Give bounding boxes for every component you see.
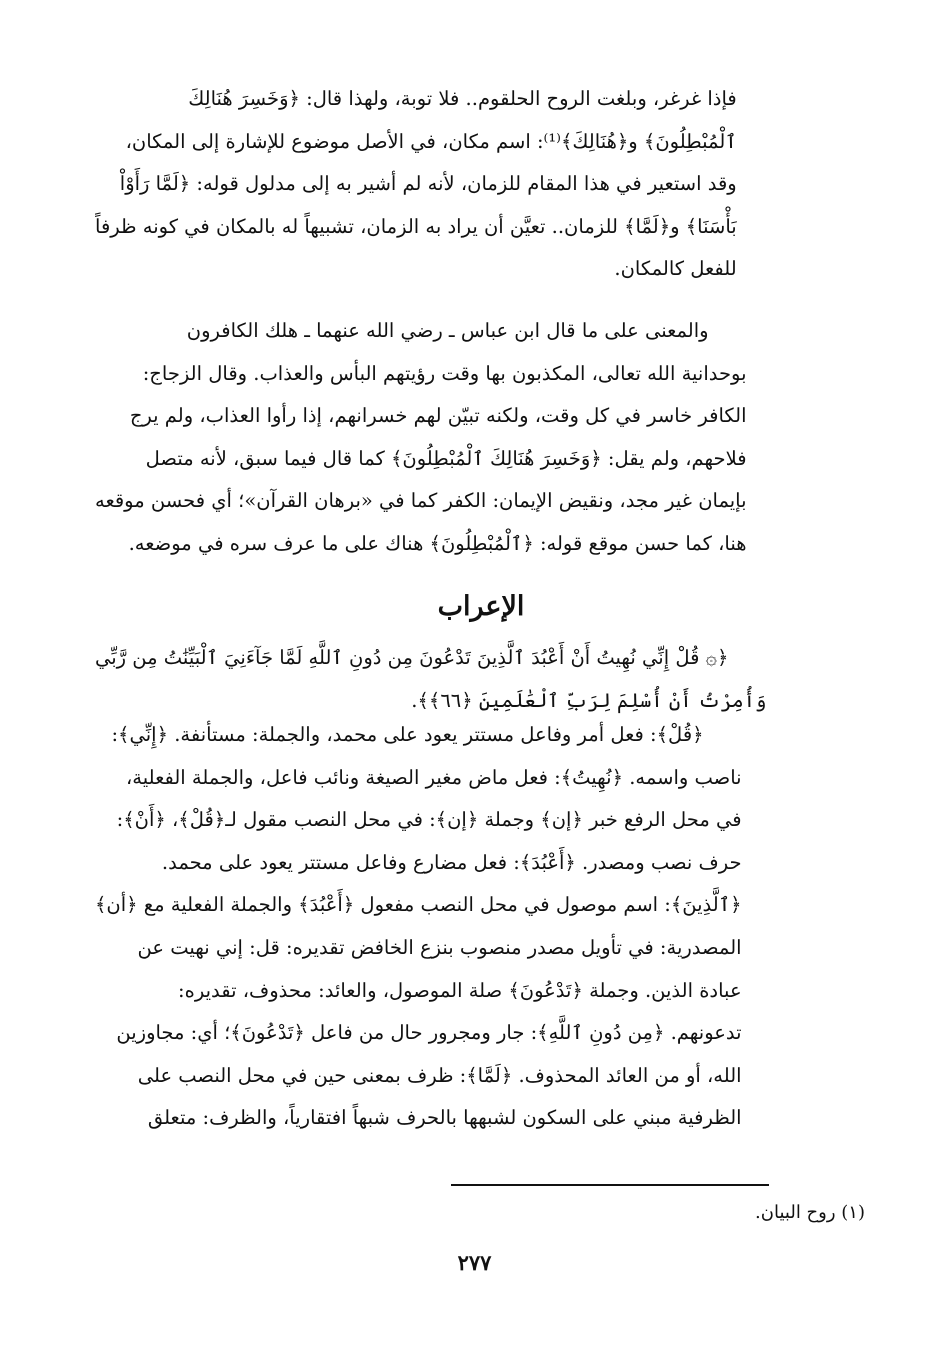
section-heading: الإعراب xyxy=(437,591,525,622)
text-line: تدعونهم. ﴿مِن دُونِ ٱللَّهِ﴾: جار ومجرور حال من فاعل ﴿تَدْعُونَ﴾؛ أي: مجاوزين xyxy=(116,1021,742,1045)
text-line: ٱلْمُبْطِلُونَ﴾ و﴿هُنَالِكَ﴾⁽¹⁾: اسم مكان، في الأصل موضوع للإشارة إلى المكان، xyxy=(125,129,737,153)
text-line: ناصب واسمه. ﴿نُهِيتُ﴾: فعل ماض مغير الصيغة ونائب فاعل، والجملة الفعلية، xyxy=(125,765,742,789)
text-line: المصدرية: في تأويل مصدر منصوب بنزع الخافض تقديره: قل: إني نهيت عن xyxy=(137,935,742,959)
text-line: عبادة الذين. وجملة ﴿تَدْعُونَ﴾ صلة الموصول، والعائد: محذوف، تقديره: xyxy=(178,978,742,1002)
text-line: ﴿قُلْ﴾: فعل أمر وفاعل مستتر يعود على محمد، والجملة: مستأنفة. ﴿إِنِّي﴾: xyxy=(111,723,704,746)
text-line: بإيمان غير مجد، ونقيض الإيمان: الكفر كما في «برهان القرآن»؛ أي فحسن موقعه xyxy=(95,489,747,513)
text-line: الظرفية مبني على السكون لشبهها بالحرف شبهاً افتقارياً، والظرف: متعلق xyxy=(147,1106,742,1130)
text-line: بوحدانية الله تعالى، المكذبون بها وقت رؤيتهم البأس والعذاب. وقال الزجاج: xyxy=(142,361,747,385)
paragraph-2 xyxy=(95,310,747,566)
page-number: ٢٧٧ xyxy=(457,1250,492,1275)
text-line: حرف نصب ومصدر. ﴿أَعْبُدَ﴾: فعل مضارع وفاعل مستتر يعود على محمد. xyxy=(161,850,742,874)
text-line: فلاحهم، ولم يقل: ﴿وَخَسِرَ هُنَالِكَ ٱلْمُبْطِلُونَ﴾ كما قال فيما سبق، لأنه متصل xyxy=(145,446,747,470)
verse-line: ﴿۞ قُلْ إِنِّي نُهِيتُ أَنْ أَعْبُدَ ٱلَّذِينَ تَدْعُونَ مِن دُونِ ٱللَّهِ لَمَّا جَآءَنِيَ ٱلْبَيِّنَٰتُ مِن رَّبِّي xyxy=(95,646,729,669)
paragraph-1 xyxy=(95,78,737,291)
footnote-separator xyxy=(451,1184,769,1186)
text-line: الكافر خاسر في كل وقت، ولكنه تبيّن لهم خسرانهم، إذا رأوا العذاب، ولم يرج xyxy=(129,404,747,428)
irab-paragraph xyxy=(95,714,742,1140)
text-line: فإذا غرغر، وبلغت الروح الحلقوم.. فلا توبة، ولهذا قال: ﴿وَخَسِرَ هُنَالِكَ xyxy=(188,87,737,110)
text-line: هنا، كما حسن موقع قوله: ﴿ٱلْمُبْطِلُونَ﴾ هناك على ما عرف سره في موضعه. xyxy=(128,531,747,555)
text-line: بَأْسَنَا﴾ و﴿لَمَّا﴾ للزمان.. تعيَّن أن يراد به الزمان، تشبيهاً له بالمكان في كونه ظرفاً xyxy=(95,214,737,238)
verse-line: وَأُمِرْتُ أَنْ أُسْلِمَ لِرَبِّ ٱلْعَٰلَمِينَ ﴿٦٦﴾﴾. xyxy=(411,688,767,712)
text-line: الله، أو من العائد المحذوف. ﴿لَمَّا﴾: ظرف بمعنى حين في محل النصب على xyxy=(137,1063,742,1087)
text-line: ﴿ٱلَّذِينَ﴾: اسم موصول في محل النصب مفعول ﴿أَعْبُدَ﴾ والجملة الفعلية مع ﴿أن﴾ xyxy=(95,893,742,917)
footnote: (١) روح البيان. xyxy=(755,1202,865,1223)
text-line: للفعل كالمكان. xyxy=(614,257,737,281)
text-line: وقد استعير في هذا المقام للزمان، لأنه لم أشير به إلى مدلول قوله: ﴿لَمَّا رَأَوْاْ xyxy=(119,172,737,196)
text-line: في محل الرفع خبر ﴿إن﴾ وجملة ﴿إن﴾: في محل النصب مقول لـ﴿قُلْ﴾، ﴿أَنْ﴾: xyxy=(116,808,742,832)
quran-verse xyxy=(95,637,766,722)
text-line: والمعنى على ما قال ابن عباس ـ رضي الله عنهما ـ هلك الكافرون xyxy=(186,319,709,342)
